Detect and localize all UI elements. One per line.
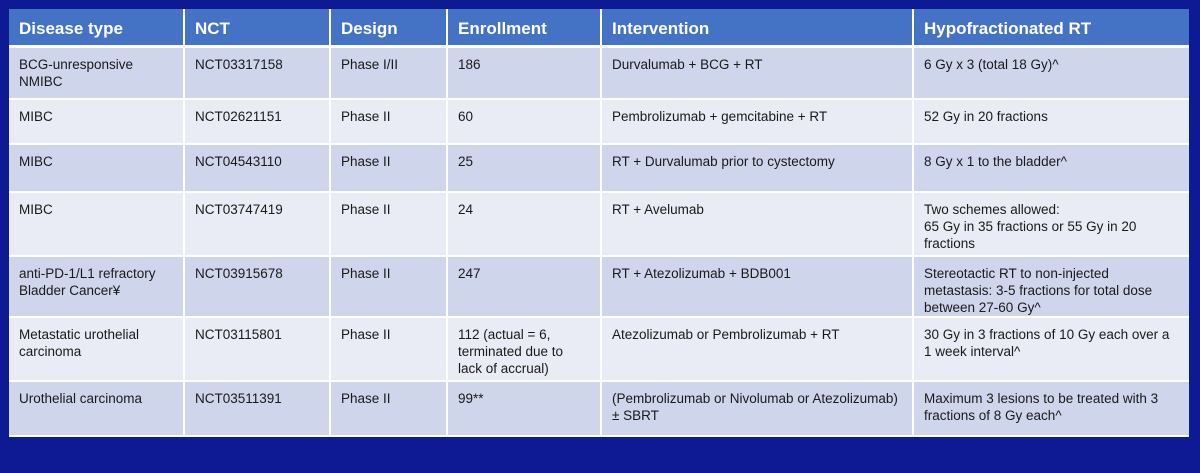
cell-enrollment: 186	[447, 46, 601, 99]
trials-table-container	[9, 9, 1189, 437]
cell-design: Phase II	[330, 192, 447, 256]
cell-disease-type: Urothelial carcinoma	[9, 381, 184, 436]
cell-intervention: Durvalumab + BCG + RT	[601, 46, 913, 99]
cell-disease-type: MIBC	[9, 144, 184, 192]
cell-design: Phase II	[330, 99, 447, 144]
cell-hypofractionated-rt: Maximum 3 lesions to be treated with 3 fractions of 8 Gy each^	[913, 381, 1189, 436]
cell-hypofractionated-rt: 52 Gy in 20 fractions	[913, 99, 1189, 144]
cell-nct: NCT03511391	[184, 381, 330, 436]
cell-intervention: (Pembrolizumab or Nivolumab or Atezolizumab) ± SBRT	[601, 381, 913, 436]
cell-intervention: RT + Avelumab	[601, 192, 913, 256]
cell-hypofractionated-rt: 30 Gy in 3 fractions of 10 Gy each over a 1 week interval^	[913, 317, 1189, 381]
header-design: Design	[330, 9, 447, 46]
cell-enrollment: 25	[447, 144, 601, 192]
cell-design: Phase II	[330, 381, 447, 436]
cell-intervention: Pembrolizumab + gemcitabine + RT	[601, 99, 913, 144]
cell-nct: NCT03747419	[184, 192, 330, 256]
cell-intervention: RT + Atezolizumab + BDB001	[601, 256, 913, 317]
cell-design: Phase II	[330, 144, 447, 192]
cell-hypofractionated-rt: 6 Gy x 3 (total 18 Gy)^	[913, 46, 1189, 99]
table-row	[9, 381, 1189, 436]
header-intervention: Intervention	[601, 9, 913, 46]
cell-enrollment: 99**	[447, 381, 601, 436]
cell-nct: NCT03915678	[184, 256, 330, 317]
cell-disease-type: MIBC	[9, 192, 184, 256]
table-row	[9, 256, 1189, 317]
table-row	[9, 192, 1189, 256]
cell-intervention: RT + Durvalumab prior to cystectomy	[601, 144, 913, 192]
cell-nct: NCT02621151	[184, 99, 330, 144]
cell-nct: NCT03317158	[184, 46, 330, 99]
cell-nct: NCT04543110	[184, 144, 330, 192]
cell-nct: NCT03115801	[184, 317, 330, 381]
trials-table	[9, 9, 1189, 437]
cell-disease-type: Metastatic urothelial carcinoma	[9, 317, 184, 381]
cell-enrollment: 60	[447, 99, 601, 144]
cell-hypofractionated-rt: Stereotactic RT to non-injected metastasis: 3-5 fractions for total dose between 27-60 Gy^	[913, 256, 1189, 317]
cell-design: Phase I/II	[330, 46, 447, 99]
cell-design: Phase II	[330, 317, 447, 381]
header-disease-type: Disease type	[9, 9, 184, 46]
cell-disease-type: MIBC	[9, 99, 184, 144]
table-row	[9, 99, 1189, 144]
table-row	[9, 317, 1189, 381]
header-hypofractionated-rt: Hypofractionated RT	[913, 9, 1189, 46]
header-nct: NCT	[184, 9, 330, 46]
cell-disease-type: anti-PD-1/L1 refractory Bladder Cancer¥	[9, 256, 184, 317]
cell-disease-type: BCG-unresponsive NMIBC	[9, 46, 184, 99]
header-enrollment: Enrollment	[447, 9, 601, 46]
table-row	[9, 46, 1189, 99]
table-row	[9, 144, 1189, 192]
cell-design: Phase II	[330, 256, 447, 317]
cell-enrollment: 112 (actual = 6, terminated due to lack of accrual)	[447, 317, 601, 381]
cell-hypofractionated-rt: Two schemes allowed: 65 Gy in 35 fractions or 55 Gy in 20 fractions	[913, 192, 1189, 256]
header-row	[9, 9, 1189, 46]
cell-intervention: Atezolizumab or Pembrolizumab + RT	[601, 317, 913, 381]
cell-hypofractionated-rt: 8 Gy x 1 to the bladder^	[913, 144, 1189, 192]
cell-enrollment: 247	[447, 256, 601, 317]
cell-enrollment: 24	[447, 192, 601, 256]
